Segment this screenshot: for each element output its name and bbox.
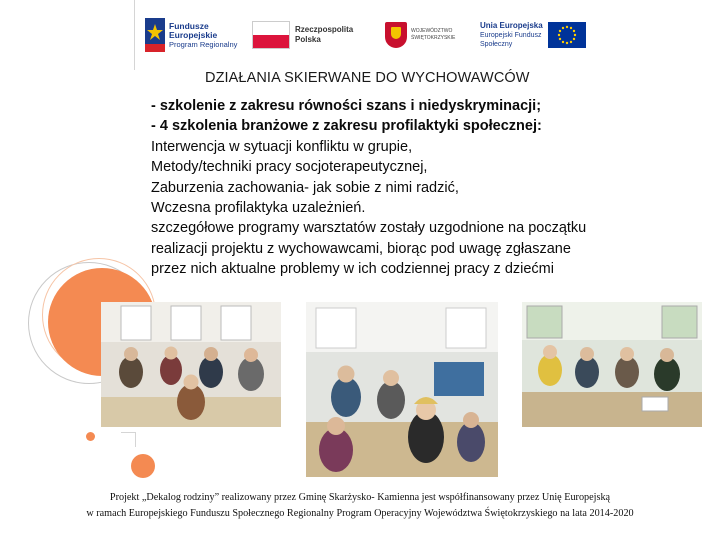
fundusze-line2: Europejskie xyxy=(169,29,218,40)
logo-bar xyxy=(145,16,600,56)
body-line: Zaburzenia zachowania- jak sobie z nimi radzić, xyxy=(151,179,459,196)
decor-line xyxy=(134,0,135,70)
body-line: - szkolenie z zakresu równości szans i niedyskryminacji; xyxy=(151,98,542,114)
body-line: - 4 szkolenia branżowe z zakresu profilaktyki społecznej: xyxy=(151,118,542,135)
eu-flag-icon xyxy=(548,22,586,48)
body-line: Metody/techniki pracy socjoterapeutycznej, xyxy=(151,159,428,176)
body-line: realizacji projektu z wychowawcami, biorąc pod uwagę zgłaszane xyxy=(151,240,571,257)
wojewodztwo-logo xyxy=(385,16,455,54)
fundusze-line3: Program Regionalny xyxy=(169,39,238,49)
unia-line1: Unia Europejska xyxy=(480,21,543,30)
footer-line2: w ramach Europejskiego Funduszu Społecznego Regionalny Program Operacyjny Województwa Świętokrzyskiego na lata 2014-2020 xyxy=(86,508,634,519)
fundusze-line1: Fundusze xyxy=(169,20,209,31)
unia-line3: Społeczny xyxy=(480,41,513,48)
wojewodztwo-line2: ŚWIĘTOKRZYSKIE xyxy=(411,35,456,41)
workshop-photo-center xyxy=(306,302,498,477)
body-line: szczegółowe programy warsztatów zostały uzgodnione na początku xyxy=(151,220,587,237)
body-line: Wczesna profilaktyka uzależnień. xyxy=(151,200,366,217)
slide-title: DZIAŁANIA SKIERWANE DO WYCHOWAWCÓW xyxy=(205,70,530,86)
fundusze-star-icon xyxy=(145,18,165,52)
decor-corner xyxy=(121,432,136,447)
body-line: Interwencja w sytuacji konfliktu w grupie, xyxy=(151,138,413,155)
unia-line2: Europejski Fundusz xyxy=(480,32,542,39)
slide-body xyxy=(151,96,706,280)
body-line: przez nich aktualne problemy w ich codziennej pracy z dziećmi xyxy=(151,261,554,278)
decor-dot xyxy=(86,432,95,441)
rzeczpospolita-logo xyxy=(252,16,353,54)
coat-of-arms-icon xyxy=(385,22,407,48)
footer-line1: Projekt „Dekalog rodziny” realizowany przez Gminę Skarżysko- Kamienna jest współfinansowany przez Unię Europejską xyxy=(109,492,611,503)
fundusze-europejskie-logo xyxy=(145,16,237,54)
workshop-photo-left xyxy=(101,302,281,427)
wojewodztwo-line1: WOJEWÓDZTWO xyxy=(411,28,453,34)
footer xyxy=(0,490,720,522)
workshop-photo-right xyxy=(522,302,702,427)
rzeczpospolita-line2: Polska xyxy=(295,35,321,44)
unia-europejska-logo xyxy=(480,16,586,54)
polish-flag-icon xyxy=(252,21,290,49)
decor-circle-small xyxy=(131,454,155,478)
rzeczpospolita-line1: Rzeczpospolita xyxy=(295,25,354,34)
